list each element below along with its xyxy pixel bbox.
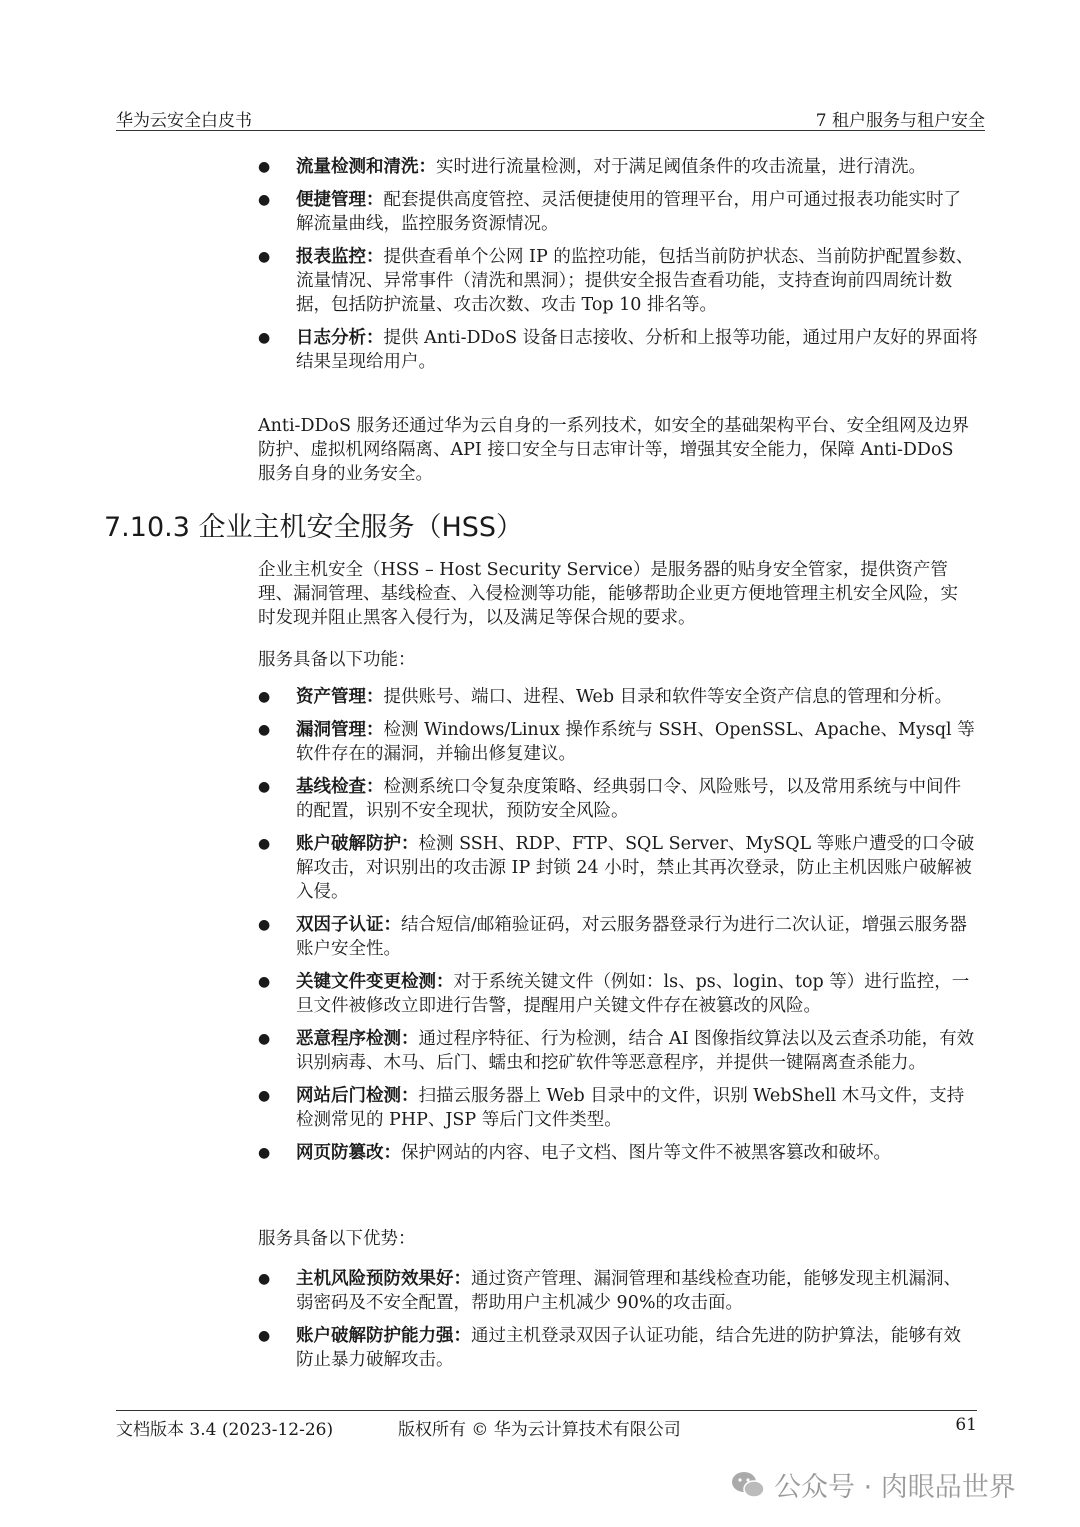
bullet-icon: ● — [258, 1031, 271, 1047]
list-item: ● 关键文件变更检测：对于系统关键文件（例如：ls、ps、login、top 等）进行监控，一旦文件被修改立即进行告警，提醒用户关键文件存在被篡改的风险。 — [258, 972, 970, 1016]
watermark-text: 公众号 · 肉眼品世界 — [774, 1472, 1016, 1503]
list-item: ● 网页防篡改：保护网站的内容、电子文档、图片等文件不被黑客篡改和破坏。 — [258, 1143, 891, 1163]
list-item: ● 恶意程序检测：通过程序特征、行为检测，结合 AI 图像指纹算法以及云查杀功能，有效识别病毒、木马、后门、蠕虫和挖矿软件等恶意程序，并提供一键隔离查杀能力。 — [258, 1029, 975, 1073]
bullet-icon: ● — [258, 722, 271, 738]
bullet-icon: ● — [258, 779, 271, 795]
bullet-icon: ● — [258, 1145, 271, 1161]
list-item: ● 基线检查：检测系统口令复杂度策略、经典弱口令、风险账号，以及常用系统与中间件的配置，识别不安全现状，预防安全风险。 — [258, 777, 961, 821]
bullet-icon: ● — [258, 330, 271, 346]
bullet-icon: ● — [258, 974, 271, 990]
advantage-list — [258, 1267, 978, 1381]
functions-heading: 服务具备以下功能： — [258, 650, 416, 670]
list-item: ● 双因子认证：结合短信/邮箱验证码，对云服务器登录行为进行二次认证，增强云服务器账户安全性。 — [258, 915, 967, 959]
list-item: ● 账户破解防护：检测 SSH、RDP、FTP、SQL Server、MySQL 等账户遭受的口令破解攻击，对识别出的攻击源 IP 封锁 24 小时，禁止其再次登录，防止主机因账户破解被入侵。 — [258, 834, 975, 902]
section-title: 7.10.3 企业主机安全服务（HSS） — [104, 512, 524, 543]
feature-list-antiddos — [258, 155, 978, 383]
bullet-icon: ● — [258, 1328, 271, 1344]
list-item: ● 账户破解防护能力强：通过主机登录双因子认证功能，结合先进的防护算法，能够有效防止暴力破解攻击。 — [258, 1326, 961, 1370]
list-item: ● 便捷管理：配套提供高度管控、灵活便捷使用的管理平台，用户可通过报表功能实时了解流量曲线，监控服务资源情况。 — [258, 190, 961, 234]
hss-intro-paragraph: 企业主机安全（HSS – Host Security Service）是服务器的贴身安全管家，提供资产管理、漏洞管理、基线检查、入侵检测等功能，能够帮助企业更方便地管理主机安全风险，实时发现并阻止黑客入侵行为，以及满足等保合规的要求。 — [258, 560, 958, 628]
watermark — [730, 1465, 1016, 1504]
list-item: ● 主机风险预防效果好：通过资产管理、漏洞管理和基线检查功能，能够发现主机漏洞、弱密码及不安全配置，帮助用户主机减少 90%的攻击面。 — [258, 1269, 961, 1313]
bullet-icon: ● — [258, 1088, 271, 1104]
list-item: ● 报表监控：提供查看单个公网 IP 的监控功能，包括当前防护状态、当前防护配置参数、流量情况、异常事件（清洗和黑洞）；提供安全报告查看功能，支持查询前四周统计数据，包括防护流量、攻击次数、攻击 Top 10 排名等。 — [258, 247, 974, 315]
bullet-icon: ● — [258, 159, 271, 175]
advantages-heading: 服务具备以下优势： — [258, 1229, 416, 1249]
bullet-icon: ● — [258, 192, 271, 208]
list-item: ● 日志分析：提供 Anti-DDoS 设备日志接收、分析和上报等功能，通过用户友好的界面将结果呈现给用户。 — [258, 328, 978, 372]
wechat-icon — [730, 1470, 766, 1500]
bullet-icon: ● — [258, 249, 271, 265]
antiddos-summary-paragraph: Anti-DDoS 服务还通过华为云自身的一系列技术，如安全的基础架构平台、安全组网及边界防护、虚拟机网络隔离、API 接口安全与日志审计等，增强其安全能力，保障 Anti-DDoS 服务自身的业务安全。 — [258, 416, 970, 484]
list-item: ● 流量检测和清洗：实时进行流量检测，对于满足阈值条件的攻击流量，进行清洗。 — [258, 157, 926, 177]
list-item: ● 漏洞管理：检测 Windows/Linux 操作系统与 SSH、OpenSSL、Apache、Mysql 等软件存在的漏洞，并输出修复建议。 — [258, 720, 975, 764]
page-footer — [116, 1410, 977, 1441]
bullet-icon: ● — [258, 1271, 271, 1287]
bullet-icon: ● — [258, 917, 271, 933]
bullet-icon: ● — [258, 836, 271, 852]
list-item: ● 资产管理：提供账号、端口、进程、Web 目录和软件等安全资产信息的管理和分析。 — [258, 687, 953, 707]
feature-list-hss — [258, 685, 978, 1174]
header-doc-title: 华为云安全白皮书 — [116, 111, 252, 131]
header-chapter-title: 7 租户服务与租户安全 — [815, 111, 985, 131]
bullet-icon: ● — [258, 689, 271, 705]
page-number: 61 — [955, 1415, 977, 1435]
copyright: 版权所有 © 华为云计算技术有限公司 — [398, 1420, 681, 1440]
doc-version: 文档版本 3.4 (2023-12-26) — [116, 1420, 334, 1440]
page-header — [116, 104, 985, 131]
list-item: ● 网站后门检测：扫描云服务器上 Web 目录中的文件，识别 WebShell 木马文件，支持检测常见的 PHP、JSP 等后门文件类型。 — [258, 1086, 965, 1130]
